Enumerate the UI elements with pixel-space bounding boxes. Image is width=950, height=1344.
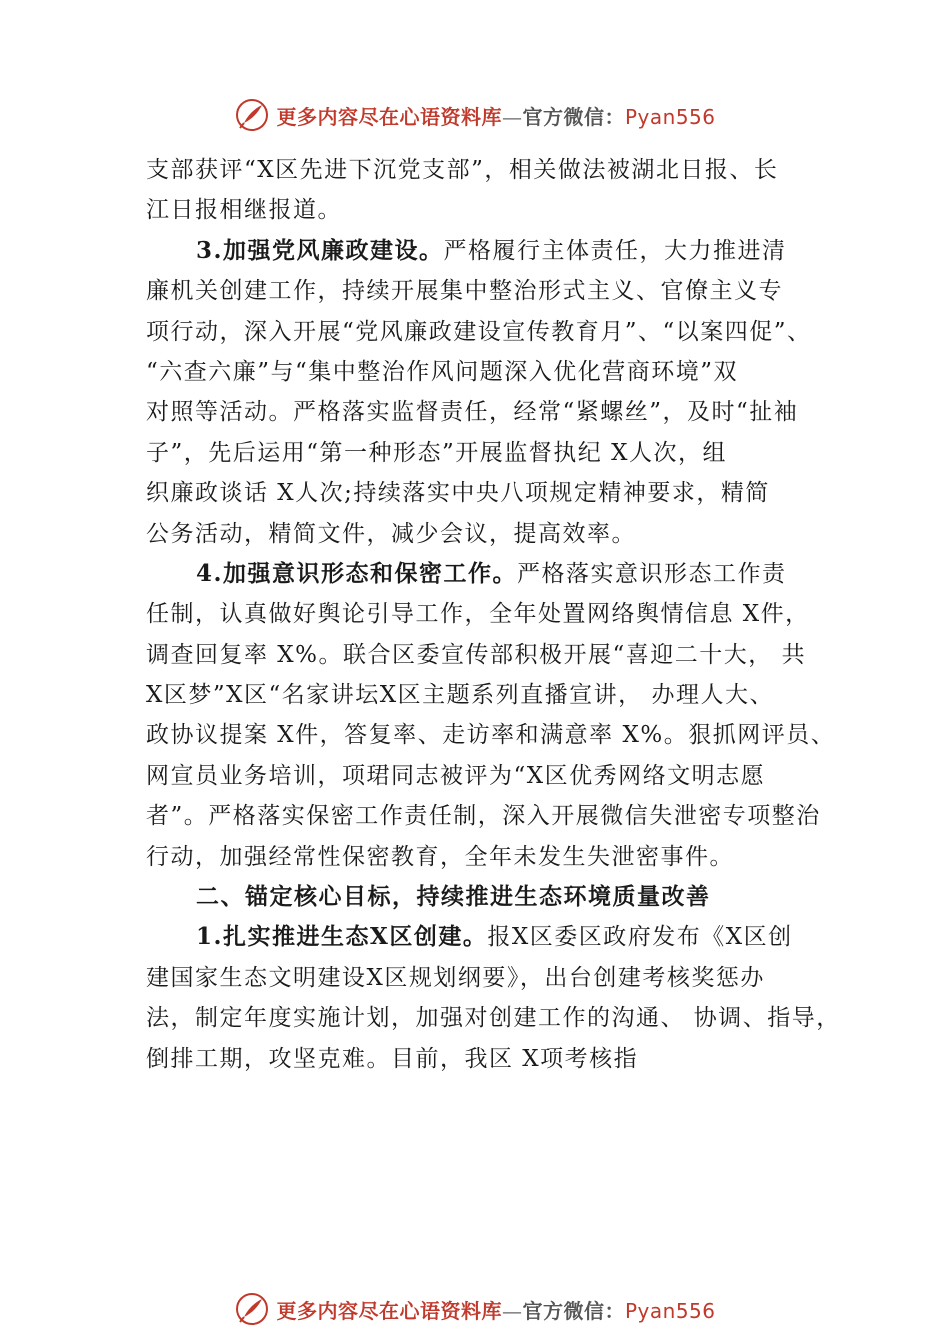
footer-watermark-text <box>276 1295 715 1324</box>
paragraph-line: 建国家生态文明建设X区规划纲要》，出台创建考核奖惩办 <box>146 964 765 991</box>
paragraph-line: 法，制定年度实施计划，加强对创建工作的沟通、 协调、指导， <box>146 1005 841 1032</box>
paragraph-line: 支部获评“X区先进下沉党支部”，相关做法被湖北日报、长 <box>146 157 779 183</box>
document-body <box>146 150 846 1079</box>
paragraph-line: 任制，认真做好舆论引导工作，全年处置网络舆情信息 X件， <box>146 601 810 628</box>
feather-pen-logo-icon <box>234 1291 270 1327</box>
wechat-label: 官方微信： <box>522 1298 625 1323</box>
brand-dash: — <box>501 104 523 129</box>
wechat-id: Pyan556 <box>624 1298 716 1323</box>
paragraph-line: 倒排工期，攻坚克难。目前，我区 X项考核指 <box>146 1045 639 1072</box>
paragraph-line: 织廉政谈话 X人次;持续落实中央八项规定精神要求，精简 <box>146 480 770 507</box>
paragraph-line: “六查六廉”与“集中整治作风问题深入优化营商环境”双 <box>146 358 739 385</box>
brand-dash: — <box>501 1298 523 1323</box>
paragraph-text: 严格履行主体责任，大力推进清 <box>443 237 787 264</box>
paragraph-line: 对照等活动。严格落实监督责任，经常“紧螺丝”，及时“扯袖 <box>146 399 799 426</box>
section-lead-title: 3.加强党风廉政建设。 <box>196 236 444 264</box>
paragraph-line: 项行动，深入开展“党风廉政建设宣传教育月”、“以案四促”、 <box>146 318 812 345</box>
header-watermark-banner <box>0 95 950 135</box>
paragraph-text: 严格落实意识形态工作责 <box>517 560 787 587</box>
paragraph-line: 调查回复率 X%。联合区委宣传部积极开展“喜迎二十大， 共 <box>146 641 807 668</box>
paragraph-line <box>146 917 846 957</box>
paragraph-line: 者”。严格落实保密工作责任制，深入开展微信失泄密专项整治 <box>146 803 821 830</box>
paragraph-line: 江日报相继报道。 <box>146 197 342 224</box>
brand-name: 更多内容尽在心语资料库 <box>276 104 502 129</box>
paragraph-line: 网宣员业务培训，项珺同志被评为“X区优秀网络文明志愿 <box>146 762 766 789</box>
section-lead-title: 1.扎实推进生态X区创建。 <box>196 923 488 951</box>
brand-name: 更多内容尽在心语资料库 <box>276 1298 502 1323</box>
paragraph-line <box>146 554 846 594</box>
feather-pen-logo-icon <box>234 97 270 133</box>
section-heading: 二、锚定核心目标，持续推进生态环境质量改善 <box>196 883 711 911</box>
section-lead-title: 4.加强意识形态和保密工作。 <box>196 559 518 587</box>
paragraph-line <box>146 231 846 271</box>
paragraph-line: 公务活动，精简文件，减少会议，提高效率。 <box>146 520 636 547</box>
paragraph-line: 行动，加强经常性保密教育，全年未发生失泄密事件。 <box>146 843 734 870</box>
wechat-label: 官方微信： <box>522 104 625 129</box>
paragraph-line: 廉机关创建工作，持续开展集中整治形式主义、官僚主义专 <box>146 278 783 305</box>
paragraph-line: X区梦”X区“名家讲坛X区主题系列直播宣讲， 办理人大、 <box>146 682 774 709</box>
paragraph-line: 政协议提案 X件，答复率、走访率和满意率 X%。狠抓网评员、 <box>146 722 836 749</box>
paragraph-text: 报X区委区政府发布《X区创 <box>487 924 793 951</box>
footer-watermark-banner <box>0 1289 950 1329</box>
wechat-id: Pyan556 <box>624 104 716 129</box>
paragraph-line: 子”，先后运用“第一种形态”开展监督执纪 X人次，组 <box>146 439 727 466</box>
header-watermark-text <box>276 101 715 130</box>
